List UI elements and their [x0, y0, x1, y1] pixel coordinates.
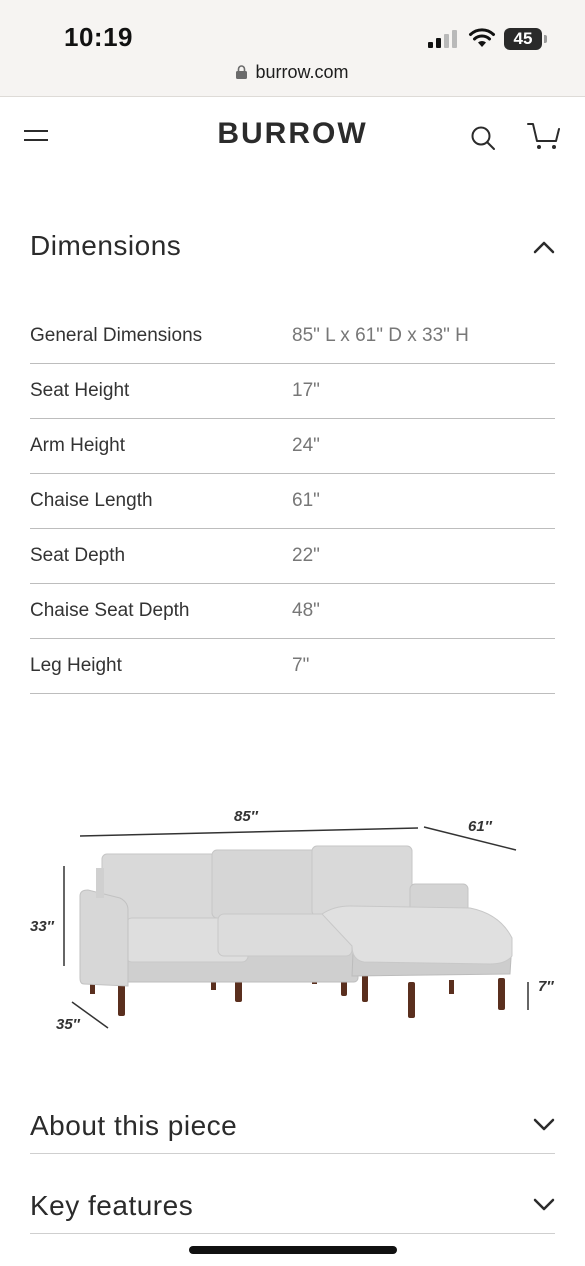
spec-label: Leg Height — [30, 655, 122, 676]
lock-icon — [236, 65, 247, 79]
chevron-down-icon — [533, 1118, 555, 1132]
spec-value: 22" — [292, 545, 320, 566]
depth-label: 61″ — [468, 818, 492, 835]
table-row — [30, 419, 555, 474]
table-row — [30, 474, 555, 529]
dimensions-table — [30, 309, 555, 694]
home-indicator[interactable] — [189, 1246, 397, 1254]
arm-depth-label: 35″ — [56, 1016, 80, 1033]
battery-level: 45 — [513, 29, 533, 48]
height-label: 33″ — [30, 918, 54, 935]
address-bar[interactable] — [0, 62, 585, 83]
search-icon[interactable] — [470, 125, 496, 151]
about-this-piece-accordion[interactable] — [30, 1098, 555, 1154]
table-row — [30, 639, 555, 694]
battery-icon — [504, 28, 548, 50]
spec-label: Seat Height — [30, 380, 130, 401]
status-time: 10:19 — [64, 22, 133, 52]
cart-icon[interactable] — [526, 121, 562, 151]
cellular-signal-icon — [428, 30, 458, 48]
brand-logo[interactable]: BURROW — [217, 117, 368, 150]
accordion-title: Key features — [30, 1190, 194, 1221]
table-row — [30, 364, 555, 419]
width-label: 85″ — [234, 808, 258, 825]
key-features-accordion[interactable] — [30, 1178, 555, 1234]
table-row — [30, 529, 555, 584]
dimensions-title: Dimensions — [30, 230, 182, 261]
sofa-dimension-diagram — [0, 790, 585, 1050]
url-text: burrow.com — [255, 62, 349, 82]
chevron-down-icon — [533, 1198, 555, 1212]
spec-label: Arm Height — [30, 435, 126, 456]
leg-height-label: 7″ — [538, 978, 554, 995]
spec-value: 85" L x 61" D x 33" H — [292, 325, 469, 346]
wifi-icon — [468, 28, 496, 48]
spec-value: 61" — [292, 490, 320, 511]
spec-value: 17" — [292, 380, 320, 401]
spec-label: General Dimensions — [30, 325, 203, 346]
table-row — [30, 309, 555, 364]
chevron-up-icon — [533, 240, 555, 254]
accordion-title: About this piece — [30, 1110, 238, 1141]
spec-label: Chaise Length — [30, 490, 153, 511]
spec-label: Seat Depth — [30, 545, 126, 566]
spec-value: 24" — [292, 435, 320, 456]
spec-value: 48" — [292, 600, 320, 621]
spec-label: Chaise Seat Depth — [30, 600, 190, 621]
sofa-illustration — [0, 790, 585, 1050]
table-row — [30, 584, 555, 639]
spec-value: 7" — [292, 655, 310, 676]
browser-top-bar — [0, 0, 585, 97]
dimensions-accordion-toggle[interactable] — [30, 230, 555, 270]
site-header — [0, 97, 585, 177]
